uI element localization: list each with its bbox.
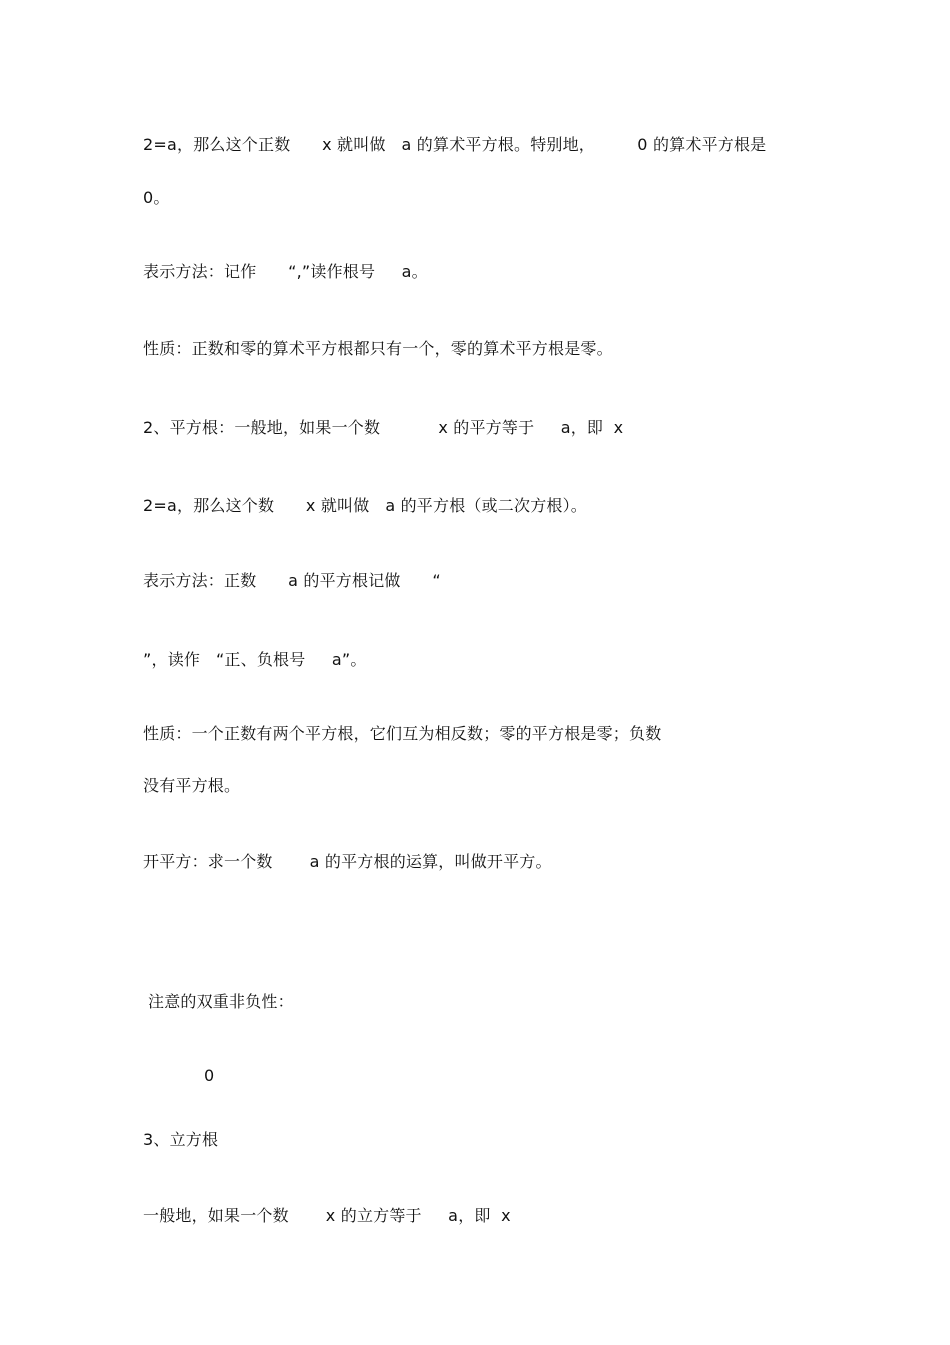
text-line-square-root-notation: 表示方法：正数 a 的平方根记做 “ <box>143 571 441 590</box>
text-line-square-root-definition: 2=a，那么这个数 x 就叫做 a 的平方根（或二次方根）。 <box>143 496 588 515</box>
text-line-square-root-reading: ”，读作 “正、负根号 a”。 <box>143 650 367 669</box>
text-line-square-root-property: 性质：一个正数有两个平方根，它们互为相反数；零的平方根是零；负数 <box>143 724 662 743</box>
text-line-arithmetic-root-property: 性质：正数和零的算术平方根都只有一个，零的算术平方根是零。 <box>143 339 613 358</box>
section-heading-cube-root: 3、立方根 <box>143 1130 219 1149</box>
text-line-arithmetic-root-notation: 表示方法：记作 “,”读作根号 a。 <box>143 262 428 281</box>
text-line-double-nonnegativity-note: 注意的双重非负性： <box>148 992 294 1011</box>
text-line-arithmetic-root-zero: 0。 <box>143 188 170 207</box>
section-heading-square-root: 2、平方根：一般地，如果一个数 x 的平方等于 a，即 x <box>143 418 624 437</box>
text-line-cube-root-definition: 一般地，如果一个数 x 的立方等于 a，即 x <box>143 1206 511 1225</box>
text-line-arithmetic-root-definition: 2=a，那么这个正数 x 就叫做 a 的算术平方根。特别地， 0 的算术平方根是 <box>143 135 767 154</box>
text-line-square-root-property-cont: 没有平方根。 <box>143 776 241 795</box>
text-line-nonnegative-zero: 0 <box>204 1066 215 1085</box>
text-line-extracting-square-root: 开平方：求一个数 a 的平方根的运算，叫做开平方。 <box>143 852 552 871</box>
